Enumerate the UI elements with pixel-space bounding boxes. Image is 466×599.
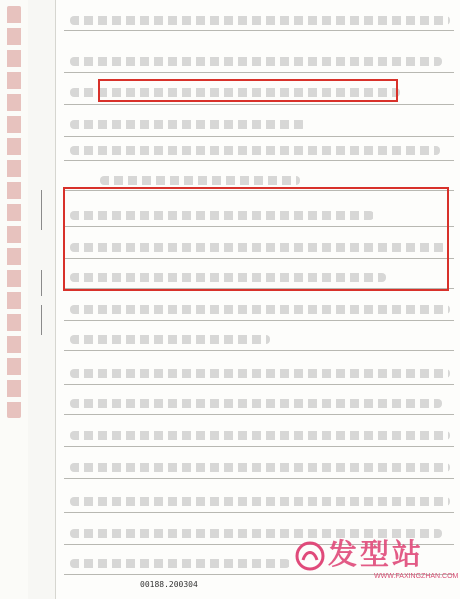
- handwritten-line: [70, 463, 450, 472]
- ruled-line: [64, 446, 454, 447]
- ruled-line: [64, 136, 454, 137]
- binding-mark: [41, 190, 42, 230]
- handwritten-line: [70, 120, 306, 129]
- hair-salon-logo-icon: [294, 540, 326, 572]
- ruled-line: [64, 478, 454, 479]
- footer-code: 00188.200304: [140, 580, 198, 589]
- highlight-box-line: [98, 79, 398, 102]
- ruled-line: [64, 512, 454, 513]
- ruled-line: [64, 72, 454, 73]
- highlight-box-block: [63, 187, 449, 291]
- watermark-text: 发型站: [328, 537, 425, 571]
- watermark: [294, 532, 464, 596]
- handwritten-line: [70, 431, 450, 440]
- handwritten-line: [70, 146, 440, 155]
- ruled-line: [64, 160, 454, 161]
- handwritten-line: [70, 497, 450, 506]
- handwritten-line: [70, 399, 442, 408]
- vertical-caption-column: [0, 0, 28, 599]
- handwritten-line: [70, 57, 442, 66]
- ruled-line: [64, 384, 454, 385]
- watermark-url: WWW.FAXINGZHAN.COM: [374, 573, 459, 580]
- handwritten-line: [100, 176, 300, 185]
- ruled-line: [64, 30, 454, 31]
- handwritten-line: [70, 369, 450, 378]
- ruled-line: [64, 104, 454, 105]
- handwritten-line: [70, 16, 450, 25]
- ruled-line: [64, 320, 454, 321]
- handwritten-line: [70, 335, 270, 344]
- handwritten-line: [70, 305, 450, 314]
- vertical-caption: [7, 6, 21, 418]
- handwritten-line: [70, 559, 290, 568]
- ruled-line: [64, 414, 454, 415]
- binding-mark: [41, 305, 42, 335]
- ruled-line: [64, 350, 454, 351]
- binding-mark: [41, 270, 42, 296]
- binding-margin: [28, 0, 56, 599]
